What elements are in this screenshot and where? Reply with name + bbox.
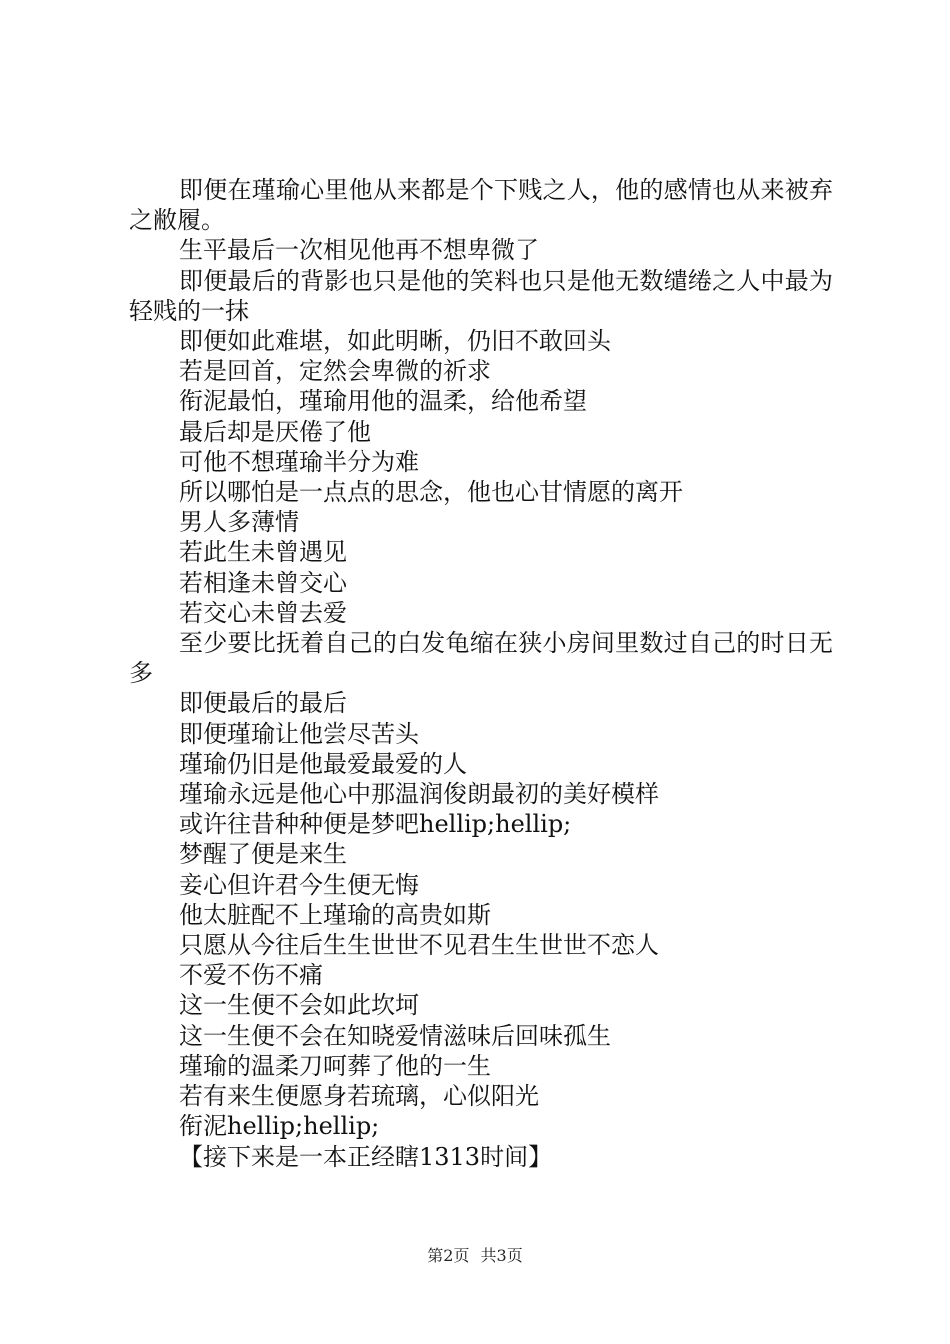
page-footer (0, 1246, 950, 1266)
paragraph: 只愿从今往后生生世世不见君生生世世不恋人 (179, 931, 659, 960)
paragraph: 若此生未曾遇见 (179, 538, 347, 567)
page-total: 共3页 (480, 1246, 523, 1265)
paragraph: 即便最后的最后 (179, 689, 347, 718)
paragraph: 所以哪怕是一点点的思念，他也心甘情愿的离开 (179, 478, 683, 507)
paragraph: 若是回首，定然会卑微的祈求 (179, 357, 491, 386)
paragraph: 即便在瑾瑜心里他从来都是个下贱之人，他的感情也从来被弃之敝履。 (129, 176, 833, 235)
paragraph: 生平最后一次相见他再不想卑微了 (179, 236, 539, 265)
paragraph: 梦醒了便是来生 (179, 840, 347, 869)
paragraph: 瑾瑜的温柔刀呵葬了他的一生 (179, 1051, 491, 1080)
paragraph: 瑾瑜永远是他心中那温润俊朗最初的美好模样 (179, 780, 659, 809)
page-number: 第2页 (427, 1246, 470, 1265)
paragraph: 或许往昔种种便是梦吧hellip;hellip; (179, 810, 572, 839)
document-body (129, 175, 833, 1172)
paragraph: 【接下来是一本正经瞎1313时间】 (179, 1142, 553, 1171)
paragraph: 衔泥最怕，瑾瑜用他的温柔，给他希望 (179, 387, 587, 416)
paragraph: 即便瑾瑜让他尝尽苦头 (179, 719, 419, 748)
paragraph: 不爱不伤不痛 (179, 961, 323, 990)
paragraph: 最后却是厌倦了他 (179, 417, 371, 446)
paragraph: 瑾瑜仍旧是他最爱最爱的人 (179, 749, 467, 778)
paragraph: 这一生便不会在知晓爱情滋味后回味孤生 (179, 1021, 611, 1050)
paragraph: 若有来生便愿身若琉璃，心似阳光 (179, 1082, 539, 1111)
paragraph: 这一生便不会如此坎坷 (179, 991, 419, 1020)
paragraph: 可他不想瑾瑜半分为难 (179, 447, 419, 476)
paragraph: 若相逢未曾交心 (179, 568, 347, 597)
paragraph: 至少要比抚着自己的白发龟缩在狭小房间里数过自己的时日无多 (129, 629, 833, 688)
paragraph: 衔泥hellip;hellip; (179, 1112, 380, 1141)
paragraph: 妾心但许君今生便无悔 (179, 870, 419, 899)
paragraph: 男人多薄情 (179, 508, 299, 537)
paragraph: 即便如此难堪，如此明晰，仍旧不敢回头 (179, 327, 611, 356)
paragraph: 即便最后的背影也只是他的笑料也只是他无数缱绻之人中最为轻贱的一抹 (129, 266, 833, 325)
paragraph: 他太脏配不上瑾瑜的高贵如斯 (179, 900, 491, 929)
paragraph: 若交心未曾去爱 (179, 598, 347, 627)
